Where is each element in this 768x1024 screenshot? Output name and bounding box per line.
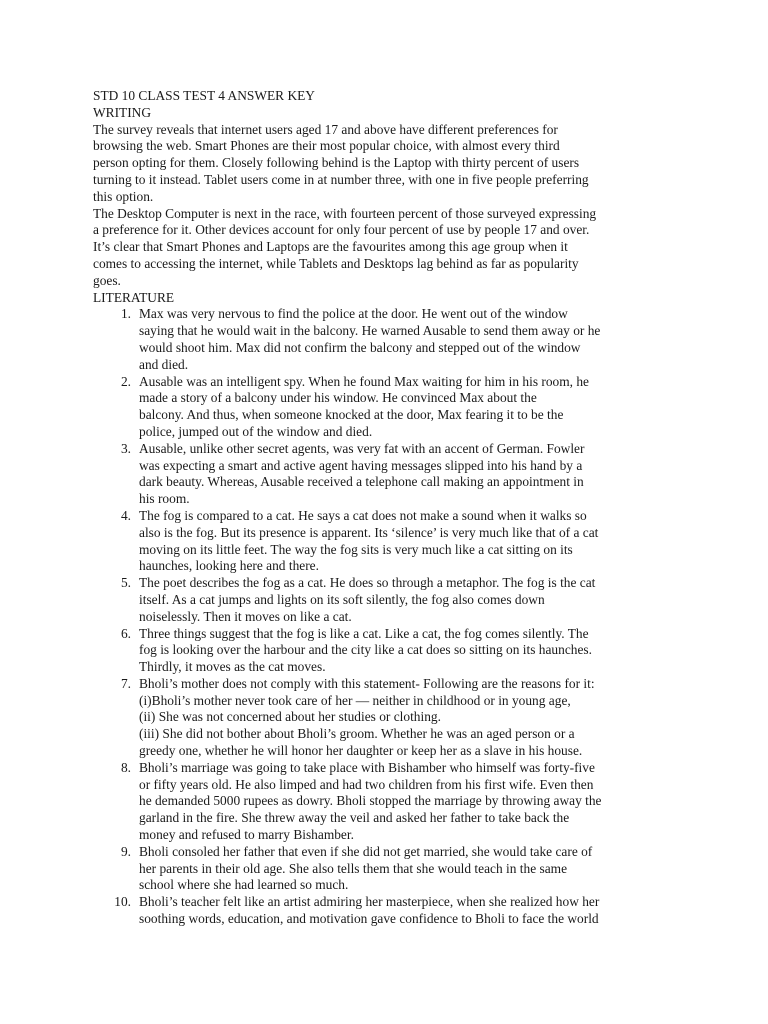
answer-line: police, jumped out of the window and died.: [139, 423, 373, 439]
answer-line: made a story of a balcony under his window. He convinced Max about the: [139, 390, 537, 406]
answer-line: Thirdly, it moves as the cat moves.: [139, 659, 326, 675]
answer-number: 5.: [120, 575, 131, 591]
answer-line: Ausable, unlike other secret agents, was very fat with an accent of German. Fowler: [139, 440, 585, 456]
answer-line: The fog is compared to a cat. He says a cat does not make a sound when it walks so: [139, 507, 587, 523]
answer-line: or fifty years old. He also limped and had two children from his first wife. Even then: [139, 776, 594, 792]
answer-item: [93, 676, 683, 760]
writing-line: person opting for them. Closely following behind is the Laptop with thirty percent of users: [93, 155, 580, 171]
answer-line: his room.: [139, 491, 190, 507]
answer-item: [93, 508, 683, 575]
answer-line: money and refused to marry Bishamber.: [139, 827, 354, 843]
answer-line: balcony. And thus, when someone knocked at the door, Max fearing it to be the: [139, 407, 564, 423]
answer-item: [93, 441, 683, 508]
answer-line: was expecting a smart and active agent having messages slipped into his hand by a: [139, 457, 583, 473]
answer-line: Bholi’s mother does not comply with this statement- Following are the reasons for it:: [139, 675, 595, 691]
answer-line: garland in the fire. She threw away the veil and asked her father to take back the: [139, 810, 570, 826]
answer-line: (iii) She did not bother about Bholi’s groom. Whether he was an aged person or a: [139, 726, 575, 742]
answer-number: 4.: [120, 507, 131, 523]
writing-line: goes.: [93, 272, 121, 288]
answer-line: The poet describes the fog as a cat. He does so through a metaphor. The fog is the cat: [139, 575, 596, 591]
answer-number: 10.: [114, 894, 131, 910]
answer-number: 7.: [120, 675, 131, 691]
answer-line: soothing words, education, and motivation gave confidence to Bholi to face the world: [139, 911, 599, 927]
answer-line: Bholi’s marriage was going to take place with Bishamber who himself was forty-five: [139, 759, 595, 775]
answer-line: he demanded 5000 rupees as dowry. Bholi stopped the marriage by throwing away the: [139, 793, 602, 809]
answer-number: 9.: [120, 843, 131, 859]
writing-line: a preference for it. Other devices account for only four percent of use by people 17 and over.: [93, 222, 590, 238]
answer-number: 1.: [120, 306, 131, 322]
answer-line: Bholi consoled her father that even if she did not get married, she would take care of: [139, 843, 593, 859]
answer-item: [93, 894, 683, 928]
answer-number: 3.: [120, 440, 131, 456]
writing-line: browsing the web. Smart Phones are their most popular choice, with almost every third: [93, 138, 560, 154]
document-title: STD 10 CLASS TEST 4 ANSWER KEY: [93, 88, 315, 103]
answer-line: and died.: [139, 356, 189, 372]
answer-number: 6.: [120, 625, 131, 641]
answer-line: greedy one, whether he will honor her daughter or keep her as a slave in his house.: [139, 743, 583, 759]
answer-line: Bholi’s teacher felt like an artist admiring her masterpiece, when she realized how her: [139, 894, 600, 910]
writing-line: The survey reveals that internet users aged 17 and above have different preferences for: [93, 121, 558, 137]
answer-line: saying that he would wait in the balcony. He warned Ausable to send them away or he: [139, 323, 601, 339]
literature-answer-list: [93, 306, 683, 927]
answer-line: Ausable was an intelligent spy. When he found Max waiting for him in his room, he: [139, 373, 589, 389]
answer-item: [93, 626, 683, 676]
answer-line: her parents in their old age. She also tells them that she would teach in the same: [139, 860, 568, 876]
answer-line: Three things suggest that the fog is like a cat. Like a cat, the fog comes silently. The: [139, 625, 589, 641]
answer-line: (ii) She was not concerned about her studies or clothing.: [139, 709, 441, 725]
answer-line: noiselessly. Then it moves on like a cat.: [139, 608, 352, 624]
answer-item: [93, 760, 683, 844]
answer-line: school where she had learned so much.: [139, 877, 349, 893]
answer-item: [93, 844, 683, 894]
writing-heading: WRITING: [93, 104, 152, 120]
answer-line: fog is looking over the harbour and the city like a cat does so sitting on its haunches.: [139, 642, 592, 658]
literature-heading: LITERATURE: [93, 289, 175, 305]
answer-item: [93, 306, 683, 373]
answer-line: (i)Bholi’s mother never took care of her — neither in childhood or in young age,: [139, 692, 571, 708]
answer-line: itself. As a cat jumps and lights on its soft silently, the fog also comes down: [139, 591, 545, 607]
answer-number: 8.: [120, 759, 131, 775]
answer-line: dark beauty. Whereas, Ausable received a telephone call making an appointment in: [139, 474, 584, 490]
writing-line: this option.: [93, 188, 154, 204]
writing-section: [93, 122, 683, 290]
writing-line: comes to accessing the internet, while Tablets and Desktops lag behind as far as popularity: [93, 255, 579, 271]
writing-line: turning to it instead. Tablet users come in at number three, with one in five people preferring: [93, 171, 589, 187]
writing-line: The Desktop Computer is next in the race, with fourteen percent of those surveyed expressing: [93, 205, 597, 221]
answer-line: moving on its little feet. The way the fog sits is very much like a cat sitting on its: [139, 541, 573, 557]
answer-line: Max was very nervous to find the police at the door. He went out of the window: [139, 306, 568, 322]
answer-key-page: [93, 88, 683, 928]
answer-item: [93, 374, 683, 441]
answer-line: would shoot him. Max did not confirm the balcony and stepped out of the window: [139, 339, 581, 355]
answer-line: also is the fog. But its presence is apparent. Its ‘silence’ is very much like that of a cat: [139, 524, 599, 540]
answer-line: haunches, looking here and there.: [139, 558, 319, 574]
writing-line: It’s clear that Smart Phones and Laptops are the favourites among this age group when it: [93, 239, 568, 255]
answer-number: 2.: [120, 373, 131, 389]
answer-item: [93, 575, 683, 625]
